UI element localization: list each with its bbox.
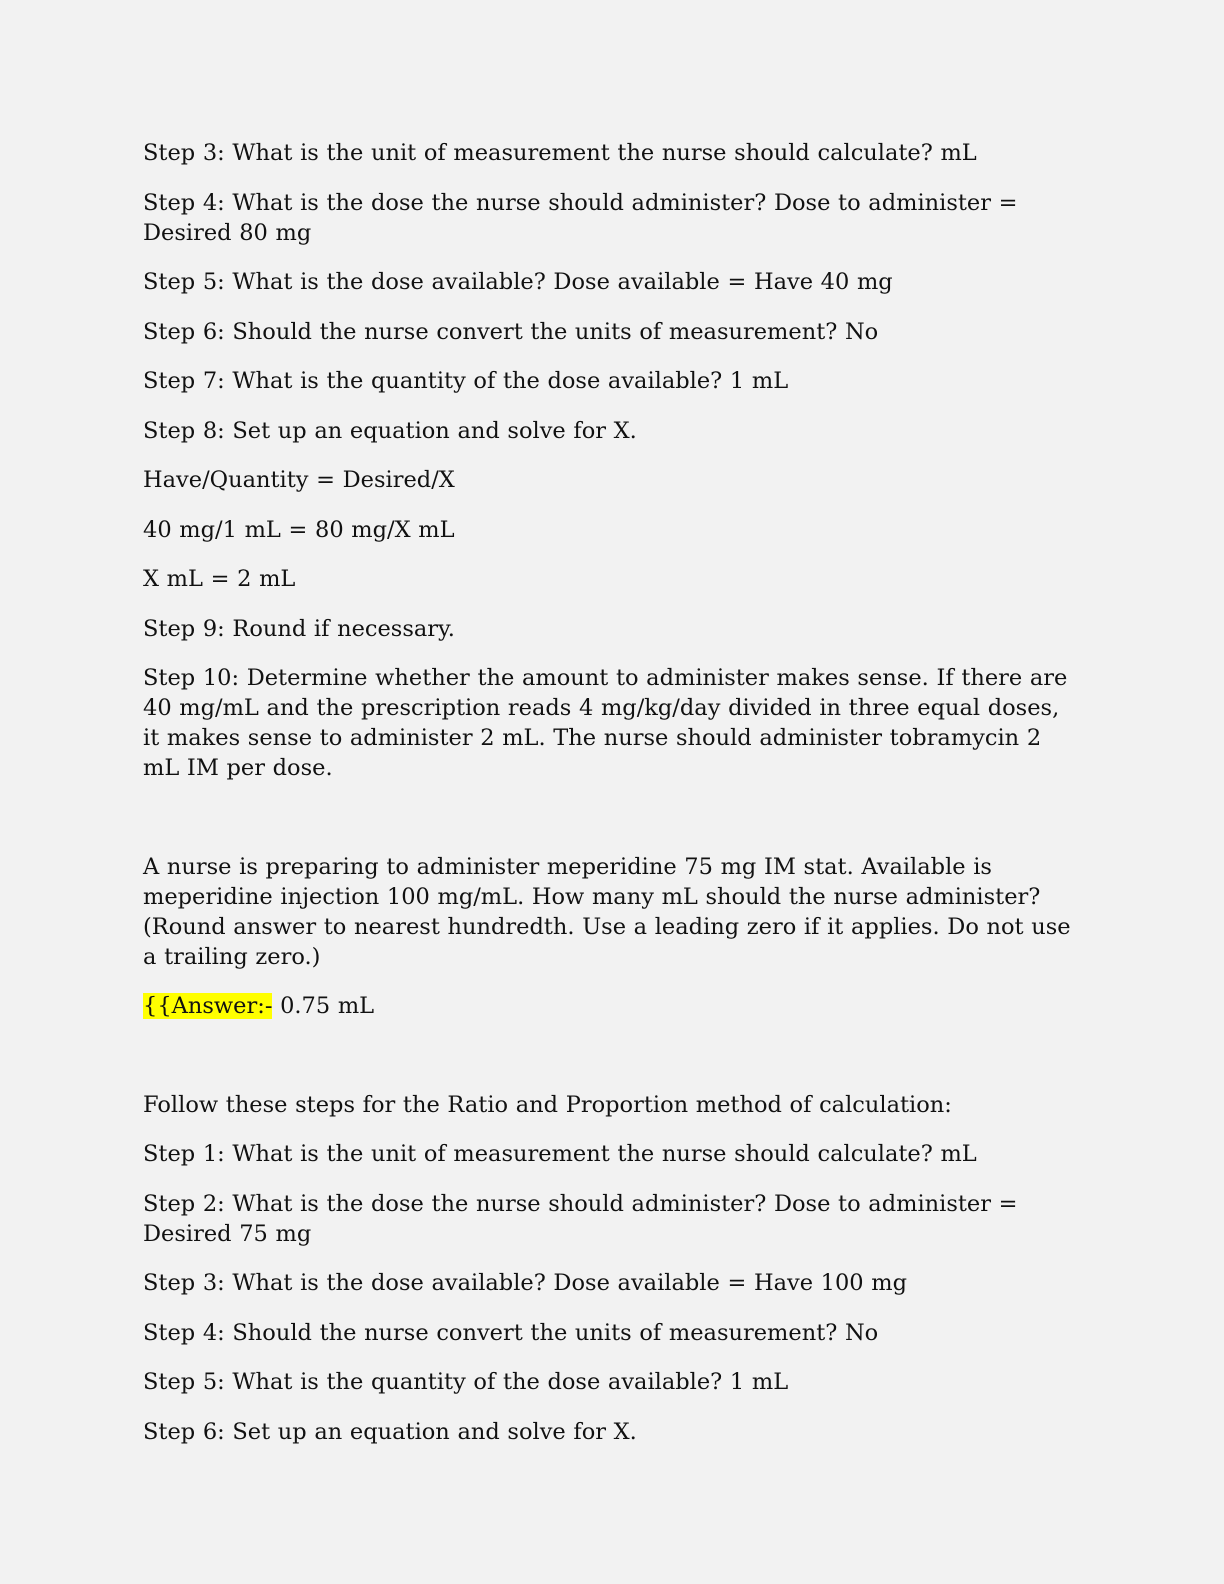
equation-line: 40 mg/1 mL = 80 mg/X mL: [143, 516, 455, 543]
step-paragraph: Step 10: Determine whether the amount to administer makes sense. If there are 40 mg/mL and the prescription reads 4 mg/kg/day divided in three equal doses, it makes sense to administer 2 mL. The nurse should administer tobramycin 2 mL IM per dose.: [143, 665, 1068, 781]
answer-label-highlight: {{Answer:-: [143, 993, 273, 1019]
step-paragraph: Step 5: What is the dose available? Dose available = Have 40 mg: [143, 269, 893, 295]
answer-value: 0.75 mL: [272, 993, 375, 1019]
step-paragraph: Step 4: What is the dose the nurse should administer? Dose to administer = Desired 80 mg: [143, 189, 1018, 246]
equation-line: Have/Quantity = Desired/X: [143, 467, 455, 493]
step-paragraph: Step 4: Should the nurse convert the units of measurement? No: [143, 1319, 879, 1346]
question-paragraph: A nurse is preparing to administer meperidine 75 mg IM stat. Available is meperidine injection 100 mg/mL. How many mL should the nurse administer? (Round answer to nearest hundredth. Use a leading zero if it applies. Do not use a trailing zero.): [143, 853, 1071, 970]
step-paragraph: Step 1: What is the unit of measurement the nurse should calculate? mL: [143, 1141, 977, 1167]
step-paragraph: Step 7: What is the quantity of the dose available? 1 mL: [143, 368, 789, 394]
intro-paragraph: Follow these steps for the Ratio and Proportion method of calculation:: [143, 1091, 952, 1118]
step-paragraph: Step 6: Set up an equation and solve for X.: [143, 1418, 637, 1445]
step-paragraph: Step 9: Round if necessary.: [143, 615, 455, 642]
step-paragraph: Step 5: What is the quantity of the dose available? 1 mL: [143, 1369, 789, 1395]
step-paragraph: Step 3: What is the dose available? Dose available = Have 100 mg: [143, 1270, 908, 1296]
equation-line: X mL = 2 mL: [143, 566, 296, 592]
step-paragraph: Step 8: Set up an equation and solve for X.: [143, 417, 637, 444]
section-gap: [143, 803, 1078, 852]
answer-line: [143, 991, 1078, 1021]
document-page: [143, 138, 1078, 1466]
step-paragraph: Step 3: What is the unit of measurement the nurse should calculate? mL: [143, 140, 977, 166]
step-paragraph: Step 6: Should the nurse convert the units of measurement? No: [143, 318, 879, 345]
step-paragraph: Step 2: What is the dose the nurse should administer? Dose to administer = Desired 75 mg: [143, 1190, 1018, 1247]
section-gap: [143, 1041, 1078, 1090]
